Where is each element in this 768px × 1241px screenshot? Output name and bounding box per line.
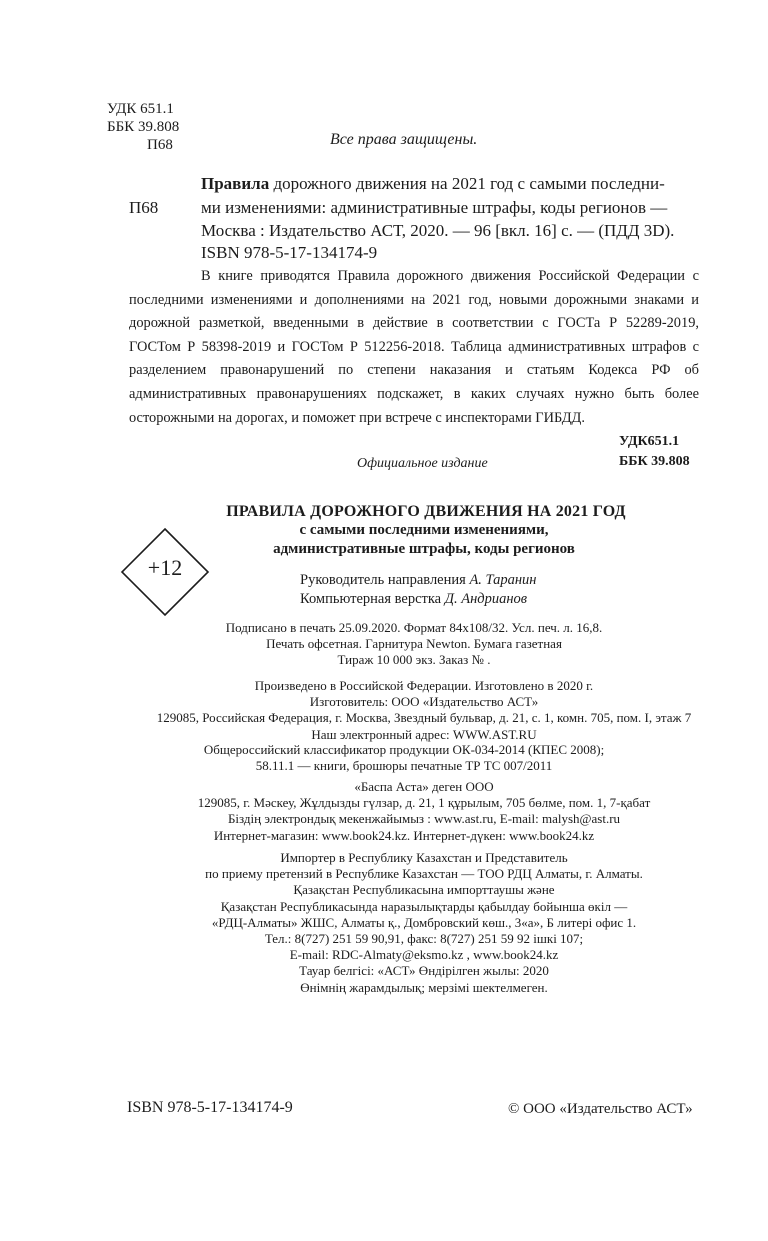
editor-name-2: Д. Андрианов <box>444 591 528 607</box>
classifier-info <box>0 742 768 774</box>
bbk-right-code: ББК 39.808 <box>619 454 690 469</box>
age-rating: +12 <box>147 555 183 580</box>
editors-block <box>300 571 536 609</box>
manufacturer-line: Наш электронный адрес: WWW.AST.RU <box>311 726 537 742</box>
print-info <box>0 620 768 669</box>
udc-right-block <box>619 432 690 472</box>
manufacturer-line: 129085, Российская Федерация, г. Москва, Звездный бульвар, д. 21, с. 1, комн. 705, пом. I, этаж 7 <box>156 710 692 726</box>
print-info-line: Тираж 10 000 экз. Заказ № . <box>337 652 491 668</box>
udc-right-code: УДК651.1 <box>619 434 680 449</box>
abstract <box>129 265 699 430</box>
author-cipher: П68 <box>147 137 173 153</box>
book-title: ПРАВИЛА ДОРОЖНОГО ДВИЖЕНИЯ НА 2021 ГОД <box>226 503 626 520</box>
internet-shop-info <box>0 828 768 844</box>
importer-line: Қазақстан Республикасында наразылықтарды қабылдау бойынша өкіл — <box>220 898 628 914</box>
classifier-line: Общероссийский классификатор продукции ОК-034-2014 (КПЕС 2008); <box>203 742 605 757</box>
importer-line: Тел.: 8(727) 251 59 90,91, факс: 8(727) 251 59 92 ішкі 107; <box>264 931 584 947</box>
importer-line: Тауар белгісі: «АСТ» Өндірілген жылы: 2020 <box>299 963 549 979</box>
udc-code: УДК 651.1 <box>107 101 174 117</box>
footer-isbn: ISBN 978-5-17-134174-9 <box>127 1099 293 1116</box>
manufacturer-line: Изготовитель: ООО «Издательство АСТ» <box>309 694 539 710</box>
manufacturer-line: Произведено в Российской Федерации. Изготовлено в 2020 г. <box>254 678 594 693</box>
editor-role-2: Компьютерная верстка <box>300 591 442 607</box>
importer-line: Өнімнің жарамдылық; мерзімі шектелмеген. <box>300 979 548 995</box>
abstract-text: В книге приводятся Правила дорожного движения Российской Федерации с последними изменениями и дополнениями на 2021 год, новыми дорожными знаками и дорожной разметкой, введенными в действие в соответствии с ГОСТа Р 52289-2019, ГОСТом Р 58398-2019 и ГОСТом Р 512256-2018. Таблица административных штрафов с разделением правонарушений по степени наказания и статьям Кодекса РФ об административных правонарушениях подскажет, в каких случаях нужно быть более осторожными на дорогах, и поможет при встрече с инспекторами ГИБДД. <box>129 268 699 426</box>
bbk-code: ББК 39.808 <box>107 119 180 135</box>
biblio-line-1 <box>129 172 699 196</box>
importer-line: Қазақстан Республикасына импорттаушы және <box>293 882 555 898</box>
print-info-line: Подписано в печать 25.09.2020. Формат 84x108/32. Усл. печ. л. 16,8. <box>225 620 603 635</box>
importer-line: Импортер в Республику Казахстан и Представитель <box>280 850 568 865</box>
kazakh-publisher-info <box>0 779 768 828</box>
importer-line: «РДЦ-Алматы» ЖШС, Алматы қ., Домбровский көш., 3«а», Б литері офис 1. <box>211 914 637 930</box>
biblio-title-bold: Правила <box>201 174 270 193</box>
biblio-cipher: П68 <box>129 197 159 217</box>
internet-shop-line: Интернет-магазин: www.book24.kz. Интернет-дүкен: www.book24.kz <box>213 828 595 843</box>
editor-role-1: Руководитель направления <box>300 572 466 588</box>
biblio-line-3: Москва : Издательство АСТ, 2020. — 96 [вкл. 16] с. — (ПДД 3D). <box>201 221 675 240</box>
editor-line-1 <box>300 571 536 590</box>
bibliographic-description <box>129 172 699 243</box>
official-edition-label: Официальное издание <box>357 456 488 471</box>
kazakh-publisher-line: «Баспа Аста» деген ООО <box>354 779 494 794</box>
importer-line: E-mail: RDC-Almaty@eksmo.kz , www.book24.kz <box>289 947 559 963</box>
book-subtitle-2: административные штрафы, коды регионов <box>273 541 575 557</box>
importer-line: по приему претензий в Республике Казахстан — ТОО РДЦ Алматы, г. Алматы. <box>205 866 643 882</box>
footer-copyright: © ООО «Издательство АСТ» <box>508 1101 693 1117</box>
biblio-line-1-rest: дорожного движения на 2021 год с самыми последни- <box>269 174 665 193</box>
biblio-line-2 <box>129 196 699 220</box>
manufacturer-info <box>0 678 768 743</box>
editor-line-2 <box>300 590 536 609</box>
book-subtitle-1: с самыми последними изменениями, <box>299 522 549 538</box>
biblio-line-2-text: ми изменениями: административные штрафы, коды регионов — <box>201 197 668 217</box>
rights-notice: Все права защищены. <box>330 131 478 148</box>
biblio-isbn: ISBN 978-5-17-134174-9 <box>201 243 378 262</box>
editor-name-1: А. Таранин <box>469 572 537 588</box>
kazakh-publisher-line: Біздің электрондық мекенжайымыз : www.ast.ru, E-mail: malysh@ast.ru <box>227 811 621 827</box>
title-block <box>0 502 768 559</box>
print-info-line: Печать офсетная. Гарнитура Newton. Бумага газетная <box>266 636 562 652</box>
udc-block <box>107 100 179 154</box>
kazakh-publisher-line: 129085, г. Мәскеу, Жұлдызды гүлзар, д. 21, 1 құрылым, 705 бөлме, пом. 1, 7-қабат <box>197 795 651 811</box>
importer-info <box>0 850 768 996</box>
classifier-line: 58.11.1 — книги, брошюры печатные ТР ТС 007/2011 <box>255 758 553 774</box>
